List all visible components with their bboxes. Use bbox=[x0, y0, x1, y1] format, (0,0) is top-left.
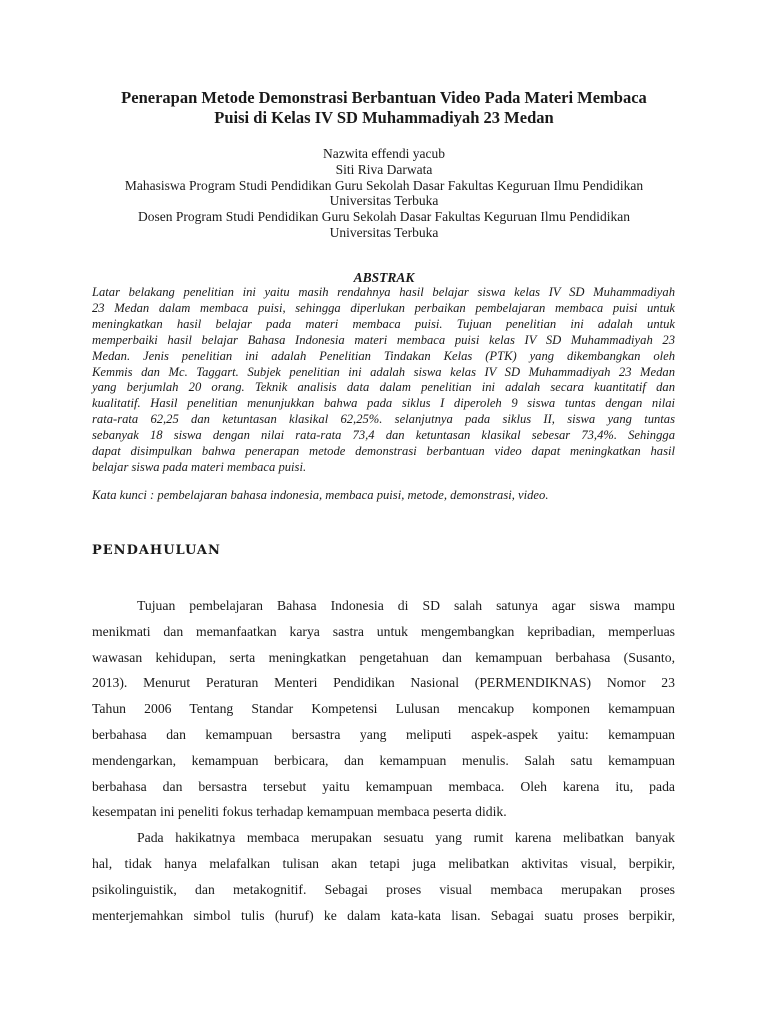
paragraph-line: psikolinguistik, dan metakognitif. Sebagai proses visual membaca merupakan proses bbox=[92, 881, 675, 897]
paragraph-line: Pada hakikatnya membaca merupakan sesuatu yang rumit karena melibatkan banyak bbox=[137, 830, 675, 846]
paper-title bbox=[60, 88, 708, 128]
paragraph-line: hal, tidak hanya melafalkan tulisan akan tetapi juga melibatkan aktivitas visual, berpikir, bbox=[92, 855, 675, 871]
abstract-line: dapat disimpulkan bahwa penerapan metode demonstrasi berbantuan video dapat meningkatkan hasil bbox=[92, 444, 675, 459]
abstract-line: kualitatif. Hasil penelitian menunjukkan bahwa pada siklus I diperoleh 9 siswa tuntas dengan nilai bbox=[92, 396, 675, 411]
abstract-line: 23 Medan dalam membaca puisi, sehingga diperlukan perbaikan pembelajaran membaca puisi untuk bbox=[92, 300, 675, 315]
abstract-line: Medan. Jenis penelitian ini adalah Penelitian Tindakan Kelas (PTK) yang dikembangkan oleh bbox=[92, 348, 675, 363]
paragraph-line: Tujuan pembelajaran Bahasa Indonesia di SD salah satunya agar siswa mampu bbox=[137, 598, 675, 613]
paragraph-line: kesempatan ini peneliti fokus terhadap kemampuan membaca peserta didik. bbox=[92, 804, 507, 820]
keywords: Kata kunci : pembelajaran bahasa indonesia, membaca puisi, metode, demonstrasi, video. bbox=[92, 488, 549, 502]
abstract-line: meningkatkan hasil belajar pada materi membaca puisi. Tujuan penelitian ini adalah untuk bbox=[92, 316, 675, 331]
abstract-line: Latar belakang penelitian ini yaitu masih rendahnya hasil belajar siswa kelas IV SD Muhammadiyah bbox=[92, 285, 675, 299]
author-affiliation: Universitas Terbuka bbox=[329, 193, 439, 209]
abstract-line: memperbaiki hasil belajar Bahasa Indonesia materi membaca puisi kelas IV SD Muhammadiyah 23 bbox=[92, 332, 675, 347]
abstract-line: Kemmis dan Mc. Taggart. Subjek penelitian ini adalah siswa kelas IV SD Muhammadiyah 23 Medan bbox=[92, 364, 675, 379]
paragraph-line: berbahasa dan kemampuan bersastra yang meliputi aspek-aspek yaitu: kemampuan bbox=[92, 726, 675, 742]
abstract-heading: ABSTRAK bbox=[353, 270, 415, 285]
abstract-line: yang berjumlah 20 orang. Teknik analisis data dalam penelitian ini adalah secara kuantitatif dan bbox=[92, 380, 675, 395]
abstract-text bbox=[92, 285, 675, 476]
section-heading: PENDAHULUAN bbox=[92, 543, 221, 558]
introduction-text bbox=[92, 593, 675, 928]
abstract-line: belajar siswa pada materi membaca puisi. bbox=[92, 459, 307, 474]
paragraph-line: wawasan kehidupan, serta meningkatkan pengetahuan dan kemampuan berbahasa (Susanto, bbox=[92, 649, 675, 665]
author-affiliation: Mahasiswa Program Studi Pendidikan Guru Sekolah Dasar Fakultas Keguruan Ilmu Pendidikan bbox=[124, 177, 644, 193]
paragraph-line: 2013). Menurut Peraturan Menteri Pendidikan Nasional (PERMENDIKNAS) Nomor 23 bbox=[92, 675, 675, 691]
author-affiliation: Dosen Program Studi Pendidikan Guru Sekolah Dasar Fakultas Keguruan Ilmu Pendidikan bbox=[138, 209, 630, 225]
title-line: Penerapan Metode Demonstrasi Berbantuan Video Pada Materi Membaca bbox=[121, 88, 647, 107]
paragraph-line: mendengarkan, kemampuan berbicara, dan kemampuan menulis. Salah satu kemampuan bbox=[92, 752, 675, 768]
paragraph-line: berbahasa dan bersastra tersebut yaitu kemampuan membaca. Oleh karena itu, pada bbox=[92, 778, 675, 794]
paragraph-line: menterjemahkan simbol tulis (huruf) ke dalam kata-kata lisan. Sebagai suatu proses berpikir, bbox=[92, 907, 675, 923]
abstract-line: sebanyak 18 siswa dengan nilai rata-rata 73,4 dan ketuntasan klasikal sebesar 73,4%. Sehingga bbox=[92, 428, 675, 443]
author-affiliation: Universitas Terbuka bbox=[329, 224, 439, 240]
author-block bbox=[60, 146, 708, 241]
abstract-line: rata-rata 62,25 dan ketuntasan klasikal 62,25%. selanjutnya pada siklus II, siswa yang tuntas bbox=[92, 412, 675, 427]
author-name: Nazwita effendi yacub bbox=[323, 146, 445, 161]
title-line: Puisi di Kelas IV SD Muhammadiyah 23 Medan bbox=[214, 108, 554, 127]
paragraph-line: menikmati dan memanfaatkan karya sastra untuk mengembangkan kepribadian, memperluas bbox=[92, 623, 675, 639]
paragraph-line: Tahun 2006 Tentang Standar Kompetensi Lulusan mencakup komponen kemampuan bbox=[92, 701, 675, 717]
author-name: Siti Riva Darwata bbox=[335, 161, 433, 177]
